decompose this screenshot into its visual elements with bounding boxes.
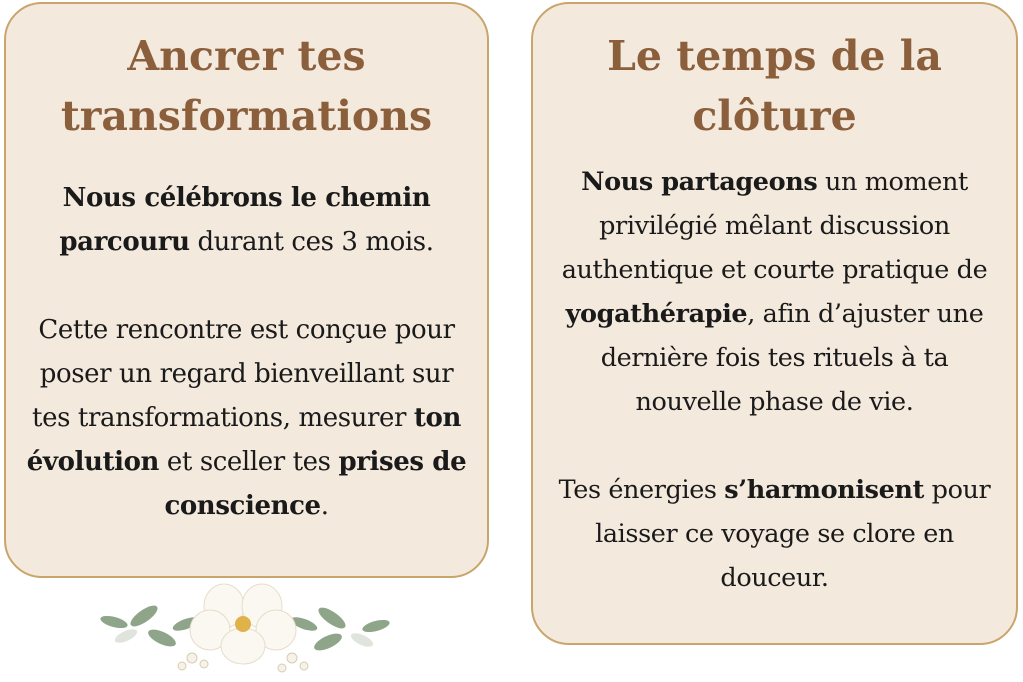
card-paragraph-2: Cette rencontre est conçue pour poser un regard bienveillant sur tes transformations, mesurer ton évolution et sceller tes prises de conscience. bbox=[26, 315, 467, 521]
card-paragraph-2: Tes énergies s’harmonisent pour laisser ce voyage se clore en douceur. bbox=[558, 475, 991, 593]
card-paragraph-1: Nous célébrons le chemin parcouru durant ces 3 mois. bbox=[59, 183, 434, 257]
card-title: Ancrer tes transformations bbox=[60, 32, 433, 140]
card-paragraph-1: Nous partageons un moment privilégié mêlant discussion authentique et courte pratique de yogathérapie, afin d’ajuster une dernière fois tes rituels à ta nouvelle phase de vie. bbox=[561, 167, 988, 417]
card-title: Le temps de la clôture bbox=[607, 32, 942, 140]
card-anchor-transformations bbox=[4, 2, 489, 578]
card-closing-time bbox=[531, 2, 1018, 645]
white-flower-garland-icon bbox=[92, 578, 402, 680]
